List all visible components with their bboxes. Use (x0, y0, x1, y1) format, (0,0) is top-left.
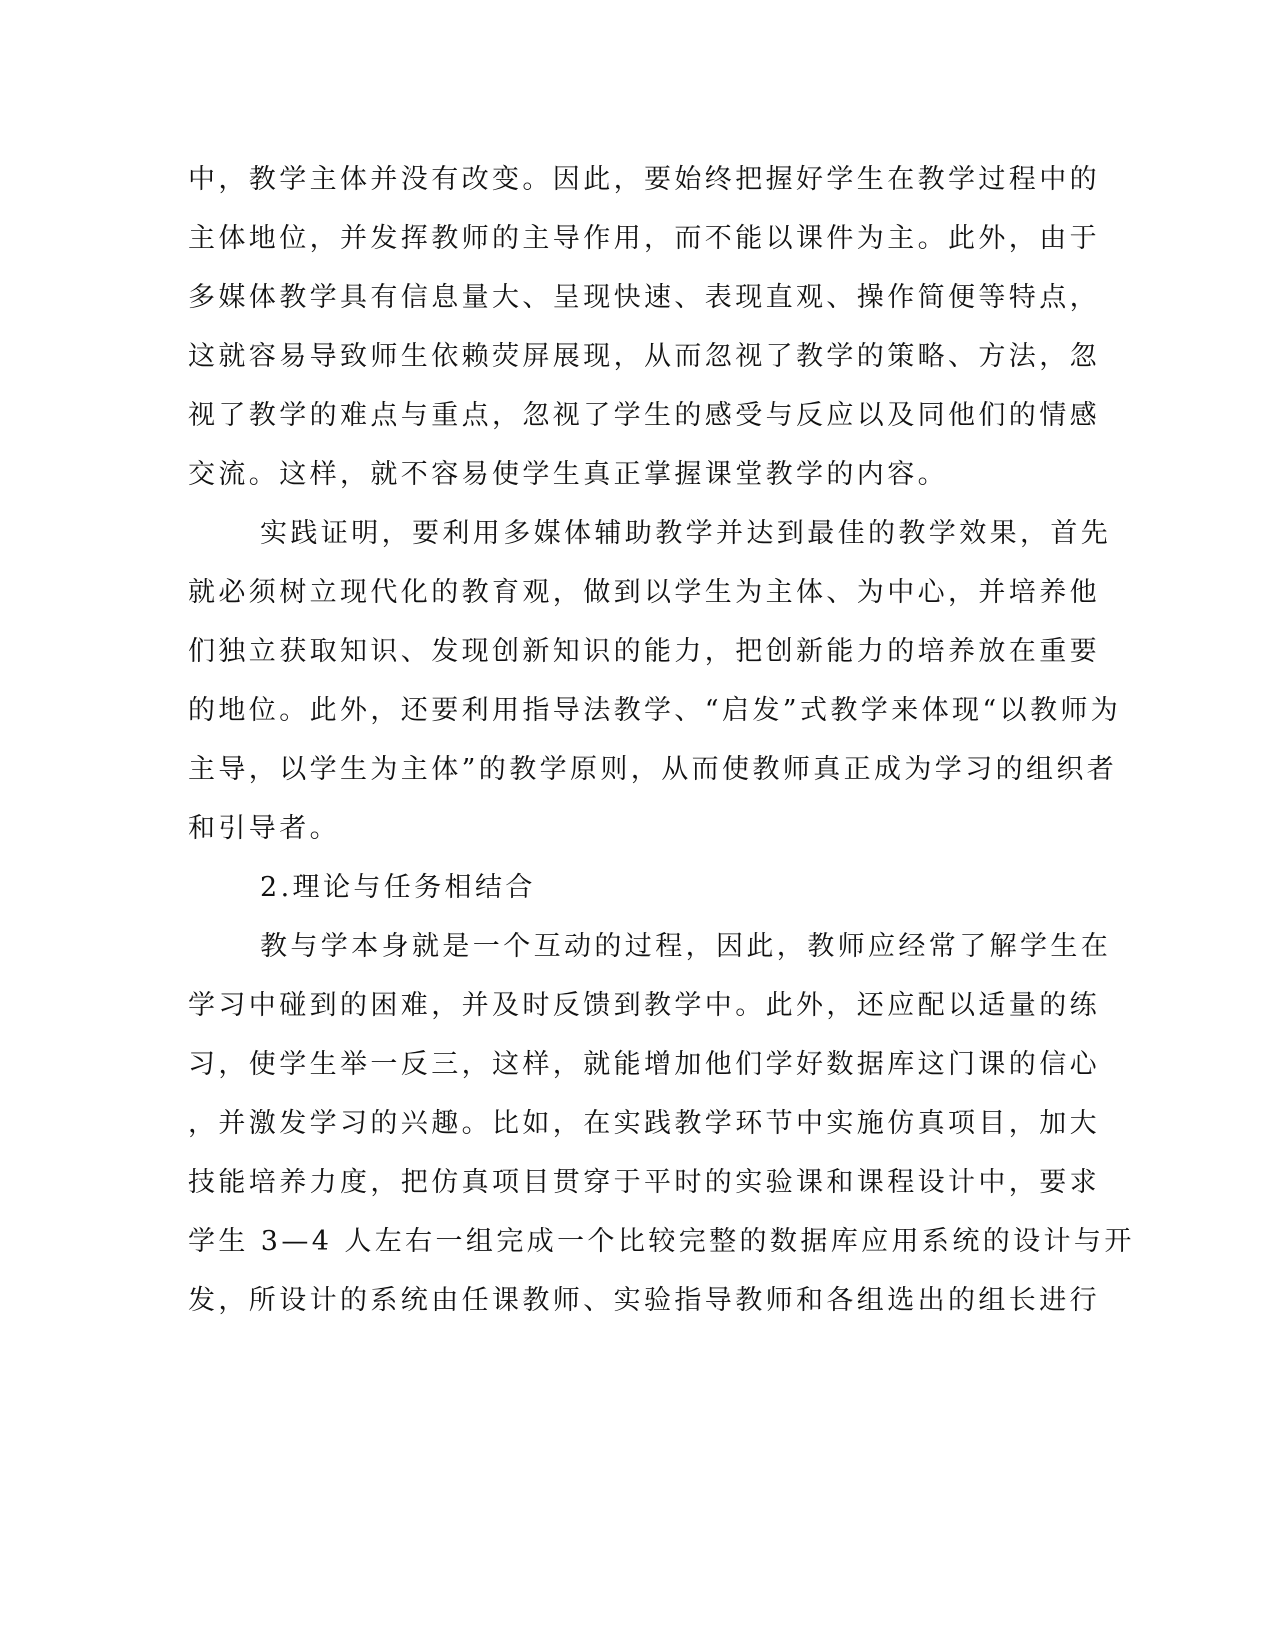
text-line: 主导，以学生为主体”的教学原则，从而使教师真正成为学习的组织者 (188, 754, 1118, 785)
text-line: 视了教学的难点与重点，忽视了学生的感受与反应以及同他们的情感 (188, 400, 1100, 431)
text-line: 和引导者。 (188, 813, 340, 844)
text-line: 习，使学生举一反三，这样，就能增加他们学好数据库这门课的信心 (188, 1049, 1100, 1080)
text-line: 多媒体教学具有信息量大、呈现快速、表现直观、操作简便等特点， (188, 282, 1100, 313)
text-line: 的地位。此外，还要利用指导法教学、“启发”式教学来体现“以教师为 (188, 695, 1122, 726)
text-line: 学生 3—4 人左右一组完成一个比较完整的数据库应用系统的设计与开 (188, 1226, 1135, 1257)
text-line: 这就容易导致师生依赖荧屏展现，从而忽视了教学的策略、方法，忽 (188, 341, 1100, 372)
section-heading: 2.理论与任务相结合 (260, 872, 536, 903)
paragraph-first-line: 实践证明，要利用多媒体辅助教学并达到最佳的教学效果，首先 (260, 518, 1112, 549)
text-line: 就必须树立现代化的教育观，做到以学生为主体、为中心，并培养他 (188, 577, 1100, 608)
text-line: 主体地位，并发挥教师的主导作用，而不能以课件为主。此外，由于 (188, 223, 1100, 254)
paragraph-first-line: 教与学本身就是一个互动的过程，因此，教师应经常了解学生在 (260, 931, 1112, 962)
text-line: ，并激发学习的兴趣。比如，在实践教学环节中实施仿真项目，加大 (188, 1108, 1100, 1139)
text-line: 技能培养力度，把仿真项目贯穿于平时的实验课和课程设计中，要求 (188, 1167, 1100, 1198)
text-line: 交流。这样，就不容易使学生真正掌握课堂教学的内容。 (188, 459, 948, 490)
text-line: 们独立获取知识、发现创新知识的能力，把创新能力的培养放在重要 (188, 636, 1100, 667)
text-line: 学习中碰到的困难，并及时反馈到教学中。此外，还应配以适量的练 (188, 990, 1100, 1021)
text-line: 中，教学主体并没有改变。因此，要始终把握好学生在教学过程中的 (188, 164, 1100, 195)
text-line: 发，所设计的系统由任课教师、实验指导教师和各组选出的组长进行 (188, 1285, 1100, 1316)
